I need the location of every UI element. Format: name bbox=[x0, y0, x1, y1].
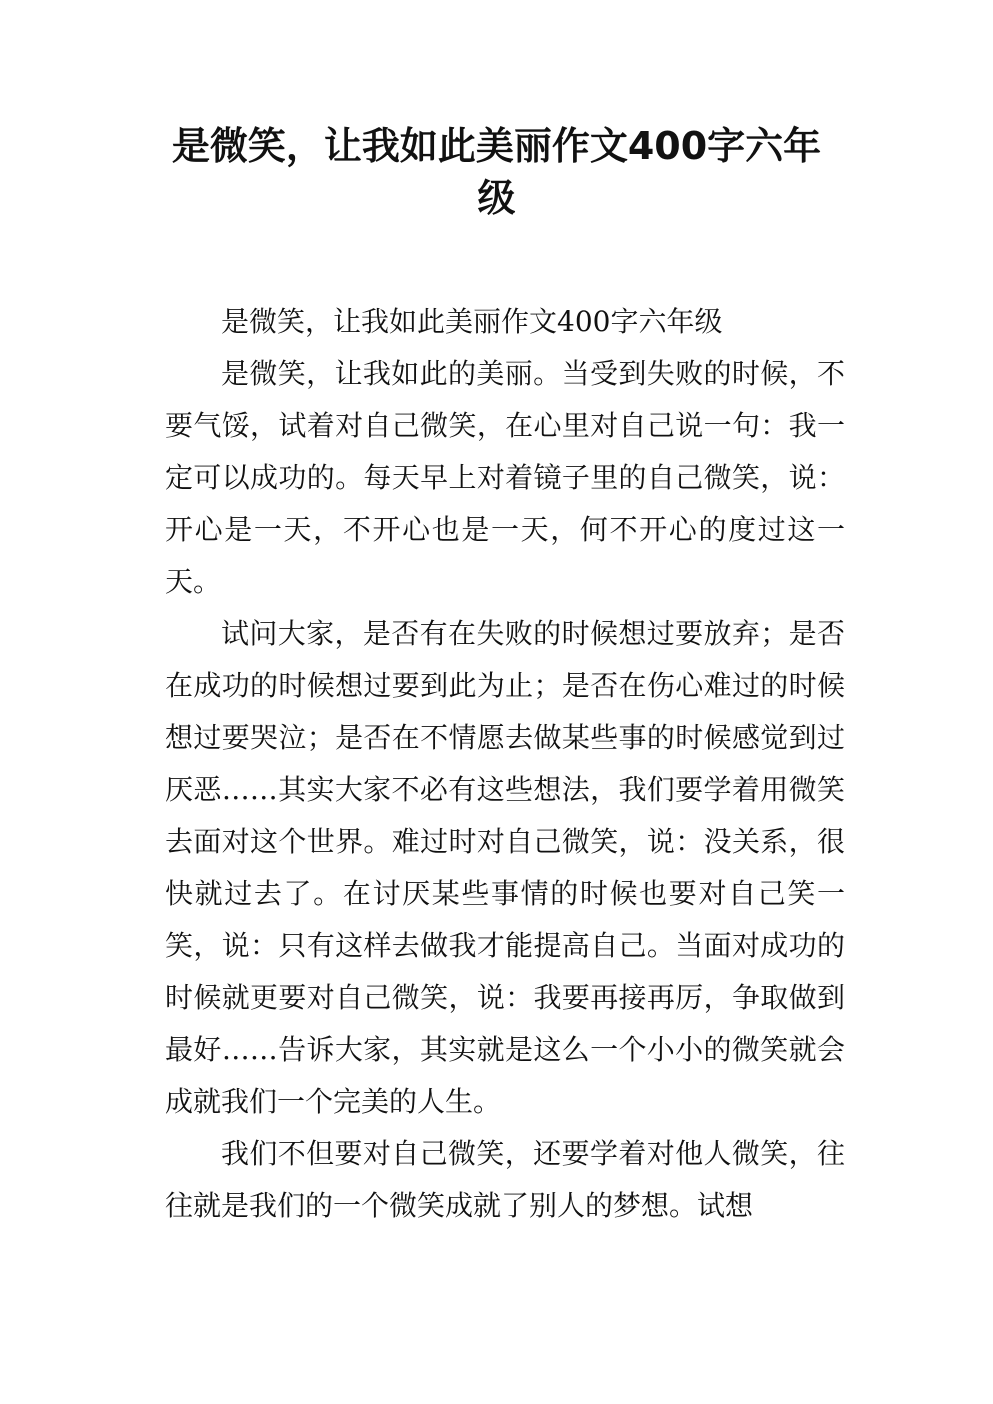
paragraph-2: 是微笑，让我如此的美丽。当受到失败的时候，不要气馁，试着对自己微笑，在心里对自己说一句：我一定可以成功的。每天早上对着镜子里的自己微笑，说：开心是一天，不开心也是一天，何不开心的度过这一天。 bbox=[165, 357, 845, 598]
paragraph-1: 是微笑，让我如此美丽作文400字六年级 bbox=[221, 305, 723, 338]
paragraph-4: 我们不但要对自己微笑，还要学着对他人微笑，往往就是我们的一个微笑成就了别人的梦想。试想 bbox=[165, 1137, 845, 1222]
document-body bbox=[165, 296, 845, 1232]
paragraph-3: 试问大家，是否有在失败的时候想过要放弃；是否在成功的时候想过要到此为止；是否在伤心难过的时候想过要哭泣；是否在不情愿去做某些事的时候感觉到过厌恶……其实大家不必有这些想法，我们要学着用微笑去面对这个世界。难过时对自己微笑，说：没关系，很快就过去了。在讨厌某些事情的时候也要对自己笑一笑，说：只有这样去做我才能提高自己。当面对成功的时候就更要对自己微笑，说：我要再接再厉，争取做到最好……告诉大家，其实就是这么一个小小的微笑就会成就我们一个完美的人生。 bbox=[165, 617, 845, 1118]
document-title: 是微笑，让我如此美丽作文400字六年级 bbox=[171, 124, 822, 220]
